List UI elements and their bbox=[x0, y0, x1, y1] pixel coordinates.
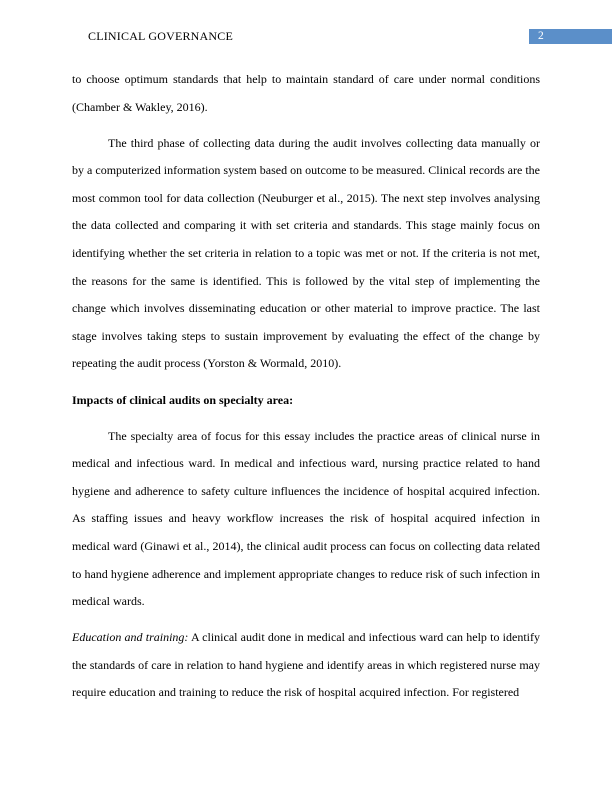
paragraph-4-text: A clinical audit done in medical and infectious ward can help to identify the standards of care in relation to hand hygiene and identify areas in which registered nurse may require education and training to reduce the risk of hospital acquired infection. For registered bbox=[72, 630, 540, 700]
page-number-badge: 2 bbox=[529, 29, 612, 44]
paragraph-2: The third phase of collecting data during the audit involves collecting data manually or by a computerized information system based on outcome to be measured. Clinical records are the most common tool for data collection (Neuburger et al., 2015). The next step involves analysing the data collected and comparing it with set criteria and standards. This stage mainly focus on identifying whether the set criteria in relation to a topic was met or not. If the criteria is not met, the reasons for the same is identified. This is followed by the vital step of implementing the change which involves disseminating education or other material to improve practice. The last stage involves taking steps to sustain improvement by evaluating the effect of the change by repeating the audit process (Yorston & Wormald, 2010). bbox=[72, 135, 540, 371]
paragraph-4-lead: Education and training: bbox=[72, 630, 189, 645]
paragraph-3: The specialty area of focus for this essay includes the practice areas of clinical nurse in medical and infectious ward. In medical and infectious ward, nursing practice related to hand hygiene and adherence to safety culture influences the incidence of hospital acquired infection. As staffing issues and heavy workflow increases the risk of hospital acquired infection in medical ward (Ginawi et al., 2014), the clinical audit process can focus on collecting data related to hand hygiene adherence and implement appropriate changes to reduce risk of such infection in medical wards. bbox=[72, 428, 540, 609]
section-heading: Impacts of clinical audits on specialty area: bbox=[72, 392, 294, 407]
running-header-title: CLINICAL GOVERNANCE bbox=[88, 29, 234, 43]
paragraph-1: to choose optimum standards that help to maintain standard of care under normal conditions (Chamber & Wakley, 2016). bbox=[72, 72, 540, 114]
paragraph-4 bbox=[72, 624, 540, 707]
document-body bbox=[72, 66, 540, 716]
